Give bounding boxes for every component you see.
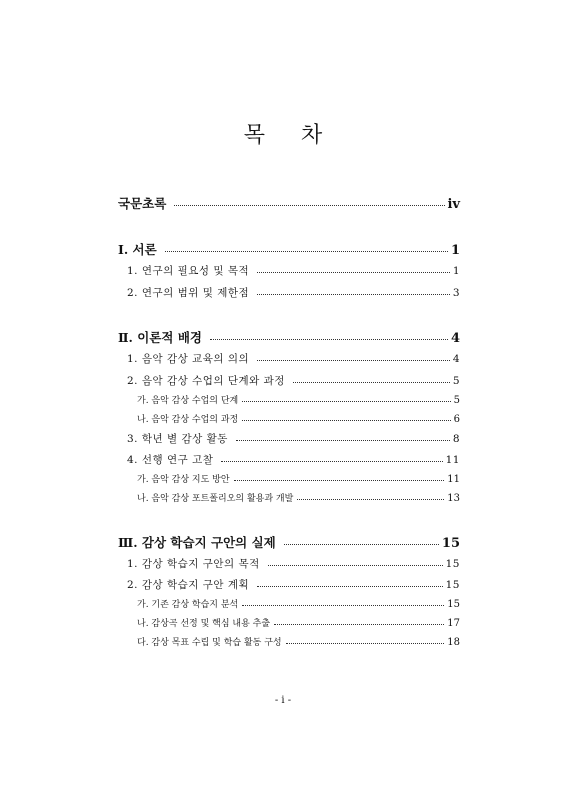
toc-entry-label: 1. 연구의 필요성 및 목적 (127, 265, 250, 277)
title-char-2: 차 (301, 123, 323, 148)
toc-entry-page: 15 (445, 579, 460, 591)
dot-leader (165, 251, 448, 252)
toc-entry-page: 15 (441, 536, 460, 551)
toc-entry[interactable] (127, 431, 460, 446)
toc-entry-label: Ⅱ. 이론적 배경 (118, 330, 202, 345)
toc-entry-page: 11 (447, 474, 460, 485)
toc-entry[interactable] (127, 452, 460, 467)
toc-entry-label: 나. 음악 감상 수업의 과정 (137, 415, 239, 425)
dot-leader (284, 544, 439, 545)
toc-entry[interactable] (127, 577, 460, 592)
toc-entry-label: Ⅰ. 서론 (118, 242, 157, 257)
toc-entry-page: 13 (447, 493, 460, 504)
dot-leader (274, 624, 444, 625)
toc-entry-label: 2. 연구의 범위 및 제한점 (127, 287, 250, 299)
toc-entry-label: 1. 감상 학습지 구안의 목적 (127, 558, 260, 570)
dot-leader (257, 294, 450, 295)
toc-entry[interactable] (127, 351, 460, 366)
toc-entry[interactable] (137, 393, 460, 406)
toc-entry-label: 가. 기존 감상 학습지 분석 (137, 600, 239, 610)
dot-leader (286, 643, 445, 644)
toc-entry[interactable] (137, 635, 460, 648)
toc-entry[interactable] (137, 491, 460, 504)
toc-entry-page: 4 (450, 331, 460, 346)
page-number: - i - (274, 695, 292, 706)
toc-entry-page: 1 (452, 265, 460, 277)
toc-entry[interactable] (137, 472, 460, 485)
toc-entry-label: 가. 음악 감상 지도 방안 (137, 475, 230, 485)
toc-entry-page: 3 (452, 287, 460, 299)
toc-entry-label: 다. 감상 목표 수립 및 학습 활동 구성 (137, 638, 282, 648)
toc-entry-page: 15 (445, 558, 460, 570)
toc-entry-label: 국문초록 (118, 196, 167, 211)
toc-entry-label: 1. 음악 감상 교육의 의의 (127, 353, 250, 365)
toc-entry[interactable] (118, 533, 460, 551)
dot-leader (242, 420, 450, 421)
toc-entry-page: 8 (452, 433, 460, 445)
title-char-1: 목 (243, 123, 265, 148)
toc-entry-page: ⅳ (447, 197, 460, 212)
toc-entry[interactable] (118, 240, 460, 258)
toc-entry-page: 18 (447, 637, 460, 648)
toc-entry-label: 가. 음악 감상 수업의 단계 (137, 396, 239, 406)
dot-leader (242, 605, 444, 606)
toc-entry-page: 6 (453, 414, 460, 425)
dot-leader (174, 205, 444, 206)
dot-leader (293, 382, 450, 383)
toc-entry[interactable] (137, 597, 460, 610)
dot-leader (257, 586, 442, 587)
toc-entry-page: 5 (452, 375, 460, 387)
toc-entry-label: 2. 음악 감상 수업의 단계와 과정 (127, 375, 285, 387)
toc-entry-page: 5 (453, 395, 460, 406)
toc-entry[interactable] (127, 373, 460, 388)
toc-entry[interactable] (118, 194, 460, 212)
toc-entry-label: 2. 감상 학습지 구안 계획 (127, 579, 250, 591)
toc-entry-page: 11 (445, 454, 460, 466)
dot-leader (221, 461, 442, 462)
toc-entry-label: 나. 음악 감상 포트폴리오의 활용과 개발 (137, 494, 294, 504)
toc-entry-page: 15 (447, 599, 460, 610)
dot-leader (234, 480, 445, 481)
dot-leader (210, 339, 448, 340)
toc-entry-page: 1 (450, 243, 460, 258)
toc-entry-label: Ⅲ. 감상 학습지 구안의 실제 (118, 535, 276, 550)
toc-entry-label: 4. 선행 연구 고찰 (127, 454, 214, 466)
toc-entry[interactable] (127, 285, 460, 300)
toc-entry[interactable] (127, 556, 460, 571)
toc-entry-page: 4 (452, 353, 460, 365)
toc-entry[interactable] (137, 616, 460, 629)
dot-leader (297, 499, 444, 500)
toc-entry[interactable] (118, 328, 460, 346)
toc-entry-page: 17 (447, 618, 460, 629)
dot-leader (257, 272, 450, 273)
toc-entry[interactable] (137, 412, 460, 425)
dot-leader (257, 360, 450, 361)
dot-leader (242, 401, 450, 402)
dot-leader (268, 565, 443, 566)
toc-entry-label: 3. 학년 별 감상 활동 (127, 433, 228, 445)
dot-leader (236, 440, 450, 441)
toc-entry-label: 나. 감상곡 선정 및 핵심 내용 추출 (137, 619, 271, 629)
toc-entry[interactable] (127, 263, 460, 278)
